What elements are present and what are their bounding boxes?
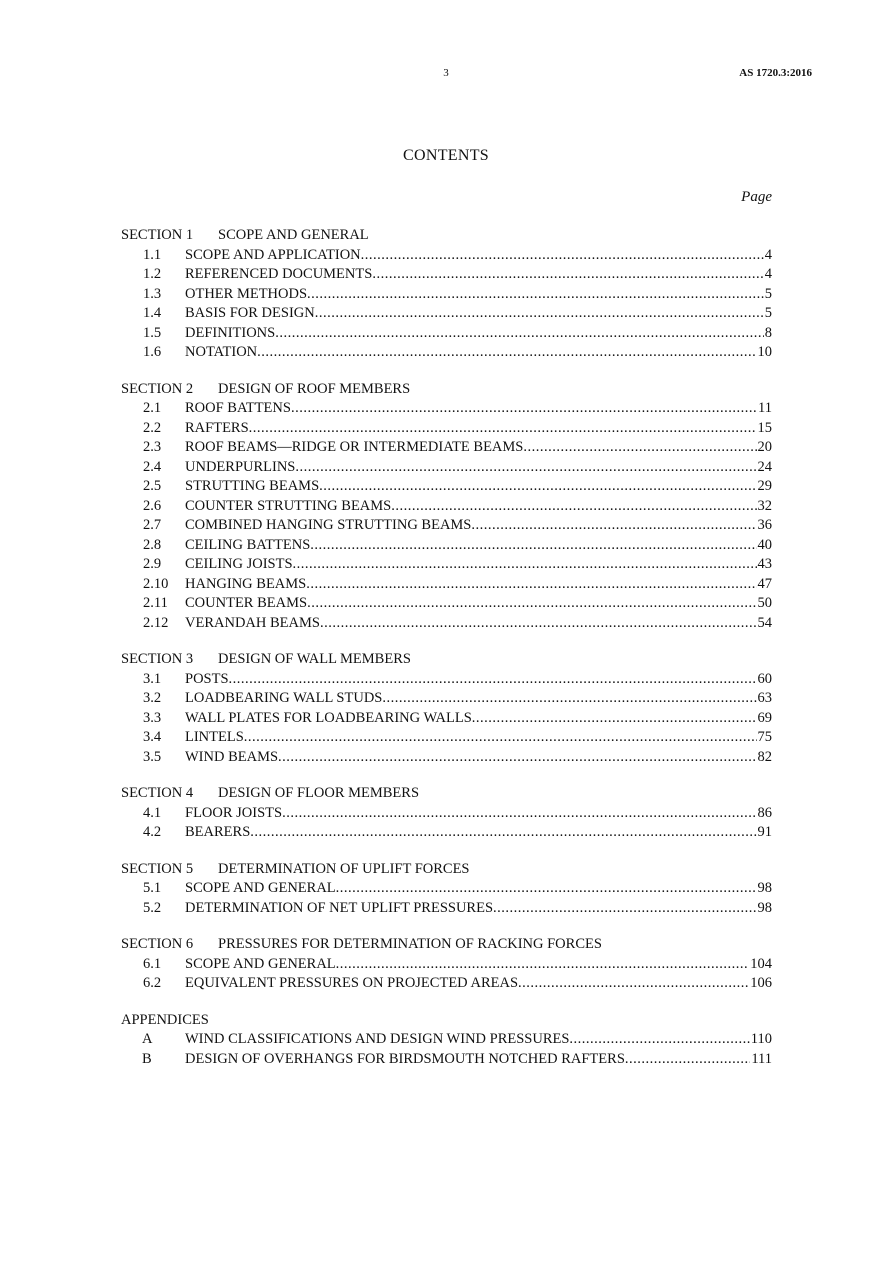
toc-entry[interactable] bbox=[121, 477, 772, 497]
dot-leader bbox=[291, 399, 757, 419]
toc-entry[interactable] bbox=[121, 324, 772, 344]
toc-entry-number: 2.10 bbox=[143, 575, 169, 592]
toc-entry-page: 24 bbox=[757, 458, 772, 475]
toc-entry-number: 2.2 bbox=[143, 419, 162, 436]
toc-section bbox=[121, 226, 772, 363]
toc-entry[interactable] bbox=[121, 709, 772, 729]
toc-entry[interactable] bbox=[121, 748, 772, 768]
toc-entry-number: 2.12 bbox=[143, 614, 169, 631]
section-label: SECTION 4 bbox=[121, 785, 194, 801]
section-title: DESIGN OF ROOF MEMBERS bbox=[218, 380, 411, 397]
toc-section bbox=[121, 380, 772, 634]
toc-entry-number: 2.4 bbox=[143, 458, 162, 475]
toc-entry-title: FLOOR JOISTS bbox=[185, 804, 283, 821]
toc-entry-number: 2.11 bbox=[143, 595, 168, 611]
toc-entry[interactable] bbox=[121, 265, 772, 285]
toc-entry-number: 1.4 bbox=[143, 305, 162, 321]
toc-entry-page: 110 bbox=[750, 1031, 772, 1047]
toc-entry-number: 6.1 bbox=[143, 955, 162, 972]
toc-entry-page: 111 bbox=[751, 1050, 772, 1067]
section-heading[interactable] bbox=[121, 650, 772, 670]
section-heading[interactable] bbox=[121, 226, 772, 246]
toc-entry-title: STRUTTING BEAMS bbox=[185, 478, 320, 494]
toc-entry[interactable] bbox=[121, 955, 772, 975]
toc-entry-page: 8 bbox=[764, 324, 772, 341]
dot-leader bbox=[282, 804, 756, 824]
toc-entry[interactable] bbox=[121, 285, 772, 305]
toc-entry[interactable] bbox=[121, 804, 772, 824]
toc-entry-title: BEARERS bbox=[185, 824, 251, 840]
toc-entry-title: RAFTERS bbox=[185, 419, 249, 436]
toc-entry-page: 60 bbox=[757, 670, 772, 687]
toc-entry-number: 3.1 bbox=[143, 670, 162, 687]
toc-entry-page: 82 bbox=[757, 748, 772, 765]
toc-entry-page: 5 bbox=[764, 285, 772, 302]
toc-entry-title: SCOPE AND GENERAL bbox=[185, 955, 336, 972]
dot-leader bbox=[275, 324, 764, 344]
section-heading[interactable] bbox=[121, 860, 772, 880]
toc-entry-number: 4.1 bbox=[143, 804, 162, 821]
toc-entry[interactable] bbox=[121, 1050, 772, 1070]
toc-entry-title: BASIS FOR DESIGN bbox=[185, 305, 315, 321]
toc-entry[interactable] bbox=[121, 614, 772, 634]
toc-entry-page: 98 bbox=[757, 899, 772, 916]
toc-entry[interactable] bbox=[121, 594, 772, 614]
toc-section bbox=[121, 860, 772, 919]
toc-entry-page: 104 bbox=[750, 955, 772, 972]
dot-leader bbox=[250, 823, 756, 843]
section-label: SECTION 3 bbox=[121, 651, 194, 667]
toc-entry-title: DETERMINATION OF NET UPLIFT PRESSURES bbox=[185, 899, 494, 916]
dot-leader bbox=[295, 458, 756, 478]
toc-entry-number: 1.2 bbox=[143, 266, 162, 282]
toc-entry-title: WIND BEAMS bbox=[185, 748, 279, 765]
toc-entry[interactable] bbox=[121, 516, 772, 536]
toc-entry[interactable] bbox=[121, 343, 772, 363]
toc-entry-number: 2.6 bbox=[143, 497, 162, 514]
toc-appendices bbox=[121, 1011, 772, 1070]
toc-entry[interactable] bbox=[121, 1030, 772, 1050]
toc-entry-number: 2.5 bbox=[143, 478, 162, 494]
section-title: DESIGN OF FLOOR MEMBERS bbox=[218, 785, 420, 801]
toc-entry-title: ROOF BATTENS bbox=[185, 400, 291, 416]
toc-entry[interactable] bbox=[121, 899, 772, 919]
dot-leader bbox=[278, 748, 756, 768]
toc-entry-title: NOTATION bbox=[185, 344, 258, 360]
toc-entry-title: SCOPE AND GENERAL bbox=[185, 880, 336, 896]
toc-entry-title: OTHER METHODS bbox=[185, 285, 308, 302]
dot-leader bbox=[336, 955, 750, 975]
toc-entry-number: 1.3 bbox=[143, 285, 162, 302]
toc-entry-title: DESIGN OF OVERHANGS FOR BIRDSMOUTH NOTCHED RAFTERS bbox=[185, 1050, 625, 1067]
toc-entry-number: 3.5 bbox=[143, 748, 162, 765]
section-title: DESIGN OF WALL MEMBERS bbox=[218, 651, 411, 667]
section-heading[interactable] bbox=[121, 935, 772, 955]
toc-entry-number: 3.2 bbox=[143, 690, 162, 706]
dot-leader bbox=[319, 477, 756, 497]
toc-entry-title: LINTELS bbox=[185, 729, 244, 745]
toc-entry-title: EQUIVALENT PRESSURES ON PROJECTED AREAS bbox=[185, 975, 519, 991]
toc-entry-page: 40 bbox=[757, 536, 772, 553]
toc-entry[interactable] bbox=[121, 555, 772, 575]
toc-section bbox=[121, 784, 772, 843]
toc-entry[interactable] bbox=[121, 399, 772, 419]
page-number: 3 bbox=[443, 67, 449, 79]
toc-entry-title: CEILING JOISTS bbox=[185, 556, 293, 572]
dot-leader bbox=[249, 419, 757, 439]
appendices-heading: APPENDICES bbox=[121, 1011, 209, 1028]
toc-entry-page: 4 bbox=[764, 266, 772, 282]
dot-leader bbox=[307, 594, 756, 614]
toc-entry-title: SCOPE AND APPLICATION bbox=[185, 246, 361, 263]
toc-entry-title: COUNTER STRUTTING BEAMS bbox=[185, 497, 392, 514]
section-title: SCOPE AND GENERAL bbox=[218, 227, 369, 243]
section-heading[interactable] bbox=[121, 380, 772, 400]
dot-leader bbox=[471, 516, 756, 536]
toc-entry-number: B bbox=[142, 1050, 152, 1067]
toc-entry-number: 3.4 bbox=[143, 729, 162, 745]
table-of-contents bbox=[121, 226, 772, 1086]
toc-section bbox=[121, 935, 772, 994]
toc-entry-page: 106 bbox=[750, 975, 772, 991]
toc-entry-title: VERANDAH BEAMS bbox=[185, 614, 320, 631]
toc-entry[interactable] bbox=[121, 689, 772, 709]
dot-leader bbox=[293, 555, 757, 575]
toc-entry-page: 4 bbox=[764, 246, 772, 263]
toc-entry-title: DEFINITIONS bbox=[185, 324, 276, 341]
toc-entry-title: CEILING BATTENS bbox=[185, 536, 311, 553]
toc-entry-page: 32 bbox=[757, 497, 772, 514]
toc-entry-number: 1.1 bbox=[143, 246, 162, 263]
toc-entry-number: 5.1 bbox=[143, 880, 162, 896]
toc-entry-number: 5.2 bbox=[143, 899, 162, 916]
toc-entry[interactable] bbox=[121, 536, 772, 556]
toc-entry-page: 20 bbox=[757, 439, 772, 455]
toc-entry-number: 2.7 bbox=[143, 517, 162, 533]
toc-entry-number: A bbox=[142, 1031, 153, 1047]
toc-entry-title: POSTS bbox=[185, 670, 229, 687]
dot-leader bbox=[625, 1050, 750, 1070]
toc-entry-page: 50 bbox=[757, 595, 772, 611]
dot-leader bbox=[391, 497, 756, 517]
dot-leader bbox=[361, 246, 764, 266]
toc-entry[interactable] bbox=[121, 728, 772, 748]
toc-entry-page: 69 bbox=[757, 709, 772, 726]
dot-leader bbox=[307, 285, 764, 305]
toc-entry-title: ROOF BEAMS—RIDGE OR INTERMEDIATE BEAMS bbox=[185, 439, 524, 455]
toc-entry-title: COMBINED HANGING STRUTTING BEAMS bbox=[185, 517, 472, 533]
section-title: PRESSURES FOR DETERMINATION OF RACKING FORCES bbox=[218, 936, 602, 952]
toc-entry[interactable] bbox=[121, 438, 772, 458]
contents-title: CONTENTS bbox=[403, 147, 489, 164]
toc-entry-page: 75 bbox=[757, 729, 772, 745]
dot-leader bbox=[306, 575, 756, 595]
dot-leader bbox=[382, 689, 756, 709]
toc-entry-title: REFERENCED DOCUMENTS bbox=[185, 266, 373, 282]
dot-leader bbox=[372, 265, 763, 285]
toc-entry-page: 11 bbox=[758, 400, 772, 416]
section-label: SECTION 6 bbox=[121, 936, 194, 952]
toc-entry-number: 1.5 bbox=[143, 324, 162, 341]
toc-entry-page: 43 bbox=[757, 556, 772, 572]
toc-entry-page: 5 bbox=[764, 305, 772, 321]
toc-entry-page: 10 bbox=[757, 344, 772, 360]
toc-entry-page: 15 bbox=[757, 419, 772, 436]
toc-entry-page: 98 bbox=[757, 880, 772, 896]
toc-entry-title: HANGING BEAMS bbox=[185, 575, 307, 592]
toc-entry-number: 2.9 bbox=[143, 556, 162, 572]
dot-leader bbox=[315, 304, 764, 324]
toc-entry[interactable] bbox=[121, 823, 772, 843]
toc-entry[interactable] bbox=[121, 575, 772, 595]
toc-section bbox=[121, 650, 772, 767]
toc-entry-title: COUNTER BEAMS bbox=[185, 595, 308, 611]
toc-entry-page: 63 bbox=[757, 690, 772, 706]
toc-entry-page: 86 bbox=[757, 804, 772, 821]
dot-leader bbox=[320, 614, 757, 634]
toc-entry[interactable] bbox=[121, 246, 772, 266]
toc-entry-page: 91 bbox=[757, 824, 772, 840]
toc-entry-number: 3.3 bbox=[143, 709, 162, 726]
page-column-label: Page bbox=[741, 189, 772, 205]
toc-entry[interactable] bbox=[121, 419, 772, 439]
dot-leader bbox=[244, 728, 757, 748]
dot-leader bbox=[472, 709, 757, 729]
toc-entry-title: LOADBEARING WALL STUDS bbox=[185, 690, 383, 706]
toc-entry[interactable] bbox=[121, 879, 772, 899]
toc-entry-number: 2.8 bbox=[143, 536, 162, 553]
dot-leader bbox=[569, 1030, 749, 1050]
dot-leader bbox=[493, 899, 756, 919]
toc-entry-number: 6.2 bbox=[143, 975, 162, 991]
toc-entry-page: 36 bbox=[757, 517, 772, 533]
toc-entry[interactable] bbox=[121, 670, 772, 690]
toc-entry-number: 2.3 bbox=[143, 439, 162, 455]
section-title: DETERMINATION OF UPLIFT FORCES bbox=[218, 860, 470, 877]
toc-entry-title: UNDERPURLINS bbox=[185, 458, 296, 475]
toc-entry[interactable] bbox=[121, 304, 772, 324]
toc-entry[interactable] bbox=[121, 458, 772, 478]
toc-entry-page: 54 bbox=[757, 614, 772, 631]
dot-leader bbox=[523, 438, 756, 458]
toc-entry-title: WIND CLASSIFICATIONS AND DESIGN WIND PRESSURES bbox=[185, 1031, 570, 1047]
dot-leader bbox=[336, 879, 757, 899]
toc-entry[interactable] bbox=[121, 974, 772, 994]
toc-entry-page: 47 bbox=[757, 575, 772, 592]
toc-entry-number: 1.6 bbox=[143, 344, 162, 360]
document-id: AS 1720.3:2016 bbox=[739, 67, 812, 79]
dot-leader bbox=[229, 670, 757, 690]
section-label: SECTION 5 bbox=[121, 860, 194, 877]
toc-entry-title: WALL PLATES FOR LOADBEARING WALLS bbox=[185, 709, 472, 726]
toc-entry-number: 4.2 bbox=[143, 824, 162, 840]
section-label: SECTION 1 bbox=[121, 227, 194, 243]
toc-entry-page: 29 bbox=[757, 478, 772, 494]
dot-leader bbox=[310, 536, 756, 556]
dot-leader bbox=[518, 974, 749, 994]
section-label: SECTION 2 bbox=[121, 380, 194, 397]
dot-leader bbox=[257, 343, 756, 363]
section-heading[interactable] bbox=[121, 784, 772, 804]
toc-entry-number: 2.1 bbox=[143, 400, 162, 416]
toc-entry[interactable] bbox=[121, 497, 772, 517]
